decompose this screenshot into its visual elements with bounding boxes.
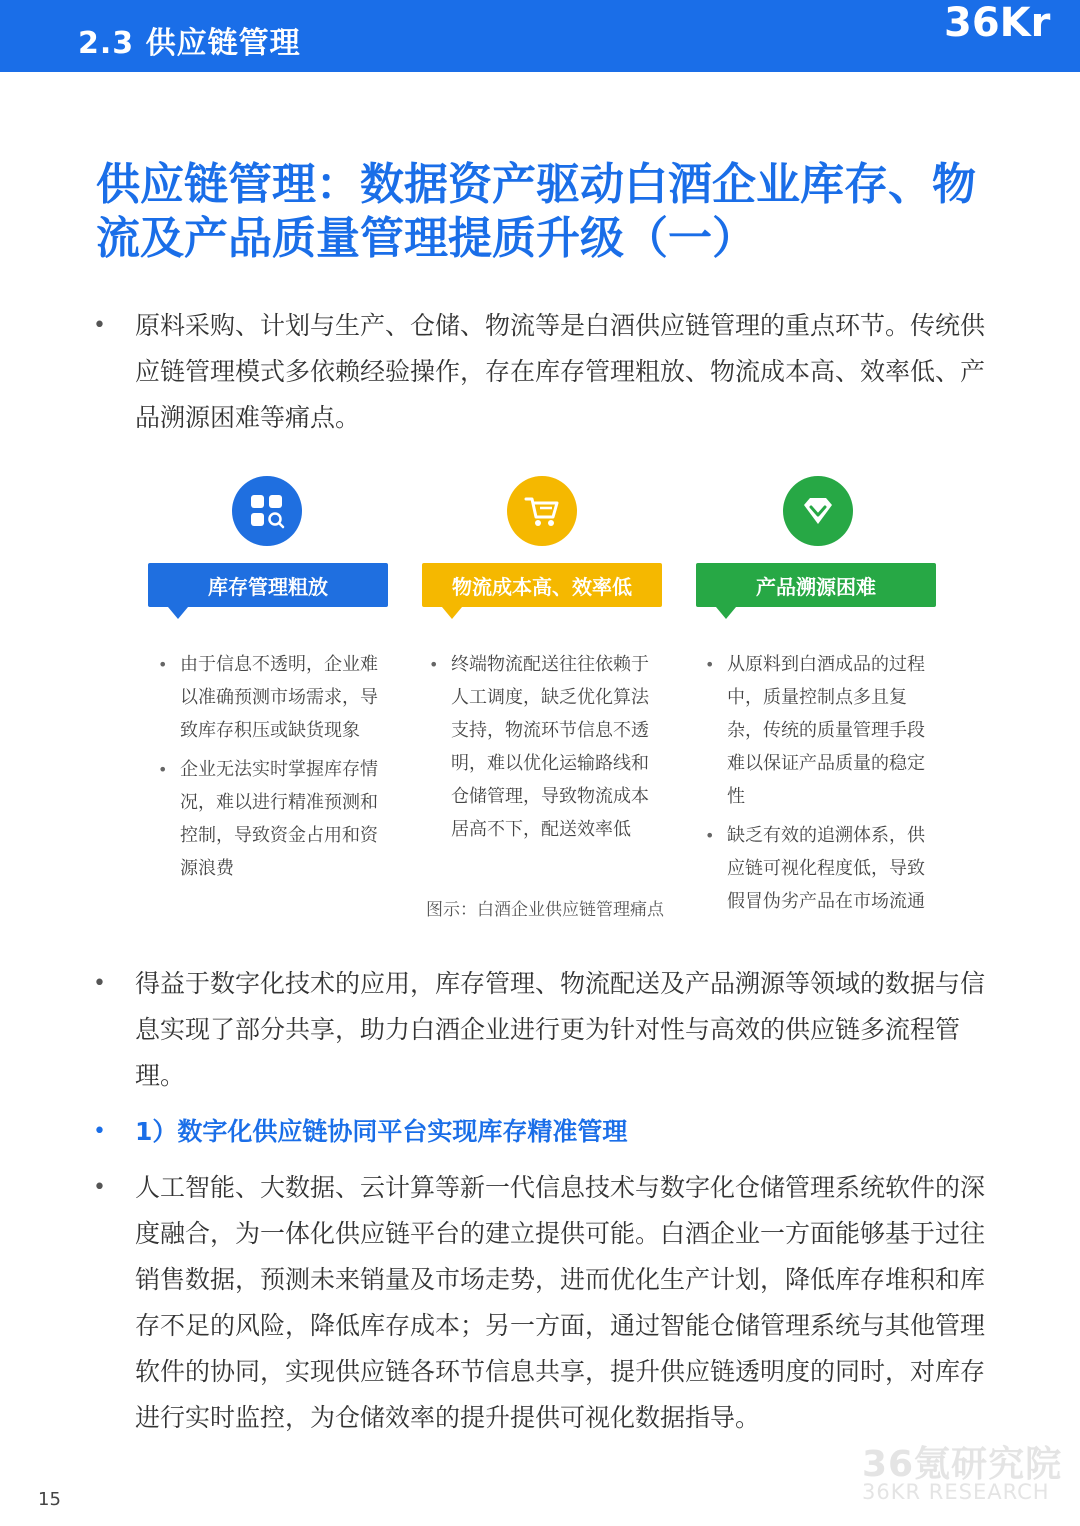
traceability-pain-list bbox=[701, 648, 937, 924]
bullet-marker: • bbox=[93, 313, 106, 338]
logistics-pain-list bbox=[425, 648, 657, 852]
inventory-pain-list bbox=[154, 648, 386, 891]
platform-paragraph: 人工智能、大数据、云计算等新一代信息技术与数字化仓储管理系统软件的深度融合，为一体化供应链平台的建立提供可能。白酒企业一方面能够基于过往销售数据，预测未来销量及市场走势，进而优化生产计划，降低库存堆积和库存不足的风险，降低库存成本；另一方面，通过智能仓储管理系统与其他管理软件的协同，实现供应链各环节信息共享，提升供应链透明度的同时，对库存进行实时监控，为仓储效率的提升提供可视化数据指导。 bbox=[135, 1173, 986, 1432]
figure-caption: 图示：白酒企业供应链管理痛点 bbox=[426, 900, 664, 920]
diamond-icon bbox=[798, 491, 838, 531]
intro-paragraph: 原料采购、计划与生产、仓储、物流等是白酒供应链管理的重点环节。传统供应链管理模式多依赖经验操作，存在库存管理粗放、物流成本高、效率低、产品溯源困难等痛点。 bbox=[135, 311, 986, 432]
subsection-heading: 1）数字化供应链协同平台实现库存精准管理 bbox=[135, 1117, 628, 1146]
banner-pointer bbox=[716, 607, 736, 619]
watermark-cn: 36氪研究院 bbox=[862, 1444, 1063, 1485]
svg-text:36Kr: 36Kr bbox=[944, 0, 1051, 46]
list-item: • 企业无法实时掌握库存情况，难以进行精准预测和控制，导致资金占用和资源浪费 bbox=[154, 753, 386, 885]
logistics-banner: 物流成本高、效率低 bbox=[422, 563, 662, 607]
list-item: • 由于信息不透明，企业难以准确预测市场需求，导致库存积压或缺货现象 bbox=[154, 648, 386, 747]
cart-icon bbox=[522, 491, 562, 531]
section-title: 2.3 供应链管理 bbox=[78, 26, 301, 61]
header-bar bbox=[0, 0, 1080, 72]
inventory-icon-circle bbox=[232, 476, 302, 546]
logo-36kr-icon bbox=[942, 0, 1080, 72]
page-title: 供应链管理：数据资产驱动白酒企业库存、物流及产品质量管理提质升级（一） bbox=[96, 159, 976, 264]
list-item: • 终端物流配送往往依赖于人工调度，缺乏优化算法支持，物流环节信息不透明，难以优化运输路线和仓储管理，导致物流成本居高不下，配送效率低 bbox=[425, 648, 657, 846]
list-item: • 从原料到白酒成品的过程中，质量控制点多且复杂，传统的质量管理手段难以保证产品质量的稳定性 bbox=[701, 648, 937, 813]
bullet-marker: • bbox=[93, 971, 106, 996]
digitalization-paragraph: 得益于数字化技术的应用，库存管理、物流配送及产品溯源等领域的数据与信息实现了部分共享，助力白酒企业进行更为针对性与高效的供应链多流程管理。 bbox=[135, 969, 986, 1090]
traceability-banner: 产品溯源困难 bbox=[696, 563, 936, 607]
banner-pointer bbox=[168, 607, 188, 619]
bullet-marker: • bbox=[93, 1175, 106, 1200]
brand-logo bbox=[942, 0, 1080, 72]
logistics-icon-circle bbox=[507, 476, 577, 546]
page-number: 15 bbox=[38, 1489, 61, 1510]
banner-pointer bbox=[442, 607, 462, 619]
inventory-banner: 库存管理粗放 bbox=[148, 563, 388, 607]
list-item: • 缺乏有效的追溯体系，供应链可视化程度低，导致假冒伪劣产品在市场流通 bbox=[701, 819, 937, 918]
bullet-marker: • bbox=[93, 1119, 106, 1144]
traceability-icon-circle bbox=[783, 476, 853, 546]
grid-search-icon bbox=[247, 491, 287, 531]
watermark-en: 36KR RESEARCH bbox=[862, 1480, 1050, 1504]
